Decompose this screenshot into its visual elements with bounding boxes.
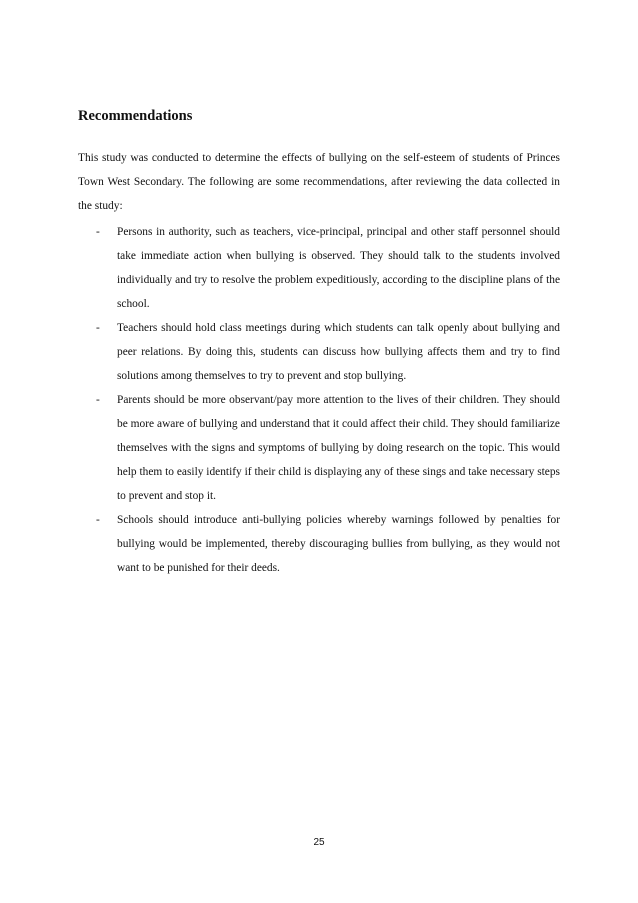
recommendation-text: Schools should introduce anti-bullying policies whereby warnings followed by penalties for bullying would be implemented, thereby discouraging bullies from bullying, as they would not want to be punished for their deeds. (117, 514, 560, 574)
page-number: 25 (313, 837, 325, 848)
bullet-dash: - (96, 514, 100, 526)
recommendation-text: Parents should be more observant/pay more attention to the lives of their children. They should be more aware of bullying and understand that it could affect their child. They should familiarize themselves with the signs and symptoms of bullying by doing research on the topic. This would help them to easily identify if their child is displaying any of these sings and take necessary steps to prevent and stop it. (117, 394, 560, 502)
list-item (78, 388, 560, 508)
intro-paragraph: This study was conducted to determine the effects of bullying on the self-esteem of students of Princes Town West Secondary. The following are some recommendations, after reviewing the data collected in the study: (78, 152, 560, 212)
recommendation-text: Teachers should hold class meetings during which students can talk openly about bullying and peer relations. By doing this, students can discuss how bullying affects them and try to find solutions among themselves to try to prevent and stop bullying. (117, 322, 560, 382)
recommendations-list (78, 220, 560, 580)
list-item (78, 220, 560, 316)
section-heading: Recommendations (78, 108, 193, 124)
recommendation-text: Persons in authority, such as teachers, vice-principal, principal and other staff personnel should take immediate action when bullying is observed. They should talk to the students involved individually and try to resolve the problem expeditiously, according to the discipline plans of the school. (117, 226, 560, 310)
list-item (78, 316, 560, 388)
bullet-dash: - (96, 226, 100, 238)
bullet-dash: - (96, 394, 100, 406)
bullet-dash: - (96, 322, 100, 334)
list-item (78, 508, 560, 580)
